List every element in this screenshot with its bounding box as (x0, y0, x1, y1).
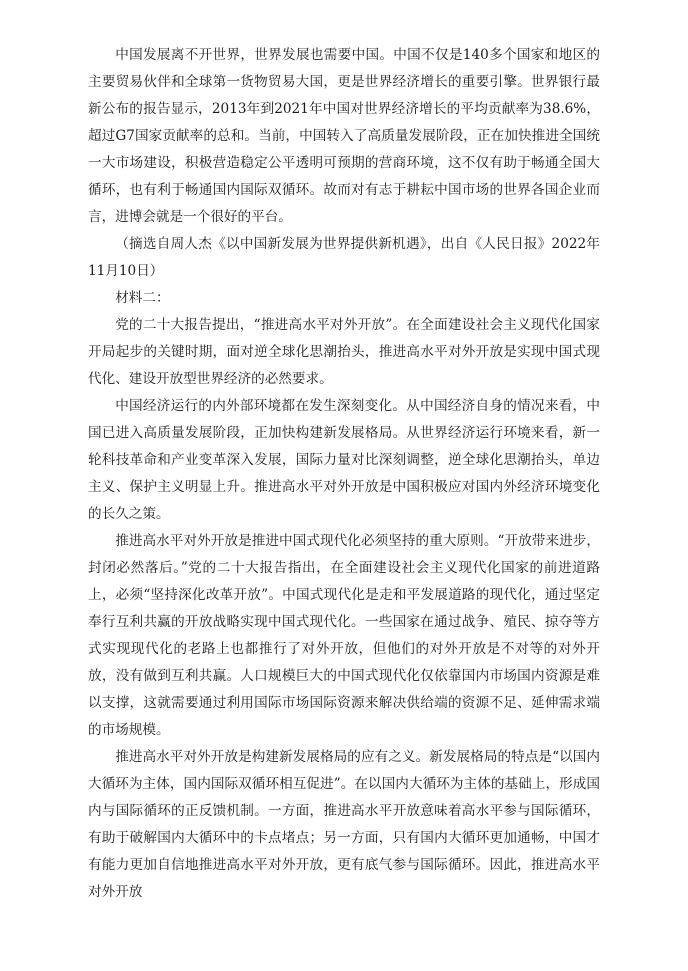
source-note: （摘选自周人杰《以中国新发展为世界提供新机遇》，出自《人民日报》2022年11月10日） (88, 236, 600, 279)
paragraph-2: 党的二十大报告提出，“推进高水平对外开放”。在全面建设社会主义现代化国家开局起步的关键时期，面对逆全球化思潮抬头，推进高水平对外开放是实现中国式现代化、建设开放型世界经济的必然要求。 (88, 317, 600, 387)
paragraph-5: 推进高水平对外开放是构建新发展格局的应有之义。新发展格局的特点是“以国内大循环为主体，国内国际双循环相互促进”。在以国内大循环为主体的基础上，形成国内与国际循环的正反馈机制。一方面，推进高水平开放意味着高水平参与国际循环，有助于破解国内大循环中的卡点堵点；另一方面，只有国内大循环更加通畅，中国才有能力更加自信地推进高水平对外开放，更有底气参与国际循环。因此，推进高水平对外开放 (88, 749, 600, 900)
paragraph-3: 中国经济运行的内外部环境都在发生深刻变化。从中国经济自身的情况来看，中国已进入高质量发展阶段，正加快构建新发展格局。从世界经济运行环境来看，新一轮科技革命和产业变革深入发展，国际力量对比深刻调整，逆全球化思潮抬头，单边主义、保护主义明显上升。推进高水平对外开放是中国积极应对国内外经济环境变化的长久之策。 (88, 398, 600, 522)
paragraph-1: 中国发展离不开世界，世界发展也需要中国。中国不仅是140多个国家和地区的主要贸易伙伴和全球第一货物贸易大国，更是世界经济增长的重要引擎。世界银行最新公布的报告显示，2013年到2021年中国对世界经济增长的平均贡献率为38.6%，超过G7国家贡献率的总和。当前，中国转入了高质量发展阶段，正在加快推进全国统一大市场建设，积极营造稳定公平透明可预期的营商环境，这不仅有助于畅通全国大循环，也有利于畅通国内国际双循环。故而对有志于耕耘中国市场的世界各国企业而言，进博会就是一个很好的平台。 (88, 47, 600, 225)
paragraph-4: 推进高水平对外开放是推进中国式现代化必须坚持的重大原则。“开放带来进步，封闭必然落后。”党的二十大报告指出，在全面建设社会主义现代化国家的前进道路上，必须“坚持深化改革开放”。中国式现代化是走和平发展道路的现代化，通过坚定奉行互利共赢的开放战略实现中国式现代化。一些国家在通过战争、殖民、掠夺等方式实现现代化的老路上也都推行了对外开放，但他们的对外开放是不对等的对外开放，没有做到互利共赢。人口规模巨大的中国式现代化仅依靠国内市场国内资源是难以支撑，这就需要通过利用国际市场国际资源来解决供给端的资源不足、延伸需求端的市场规模。 (88, 533, 600, 738)
material-two-label: 材料二： (115, 290, 170, 306)
